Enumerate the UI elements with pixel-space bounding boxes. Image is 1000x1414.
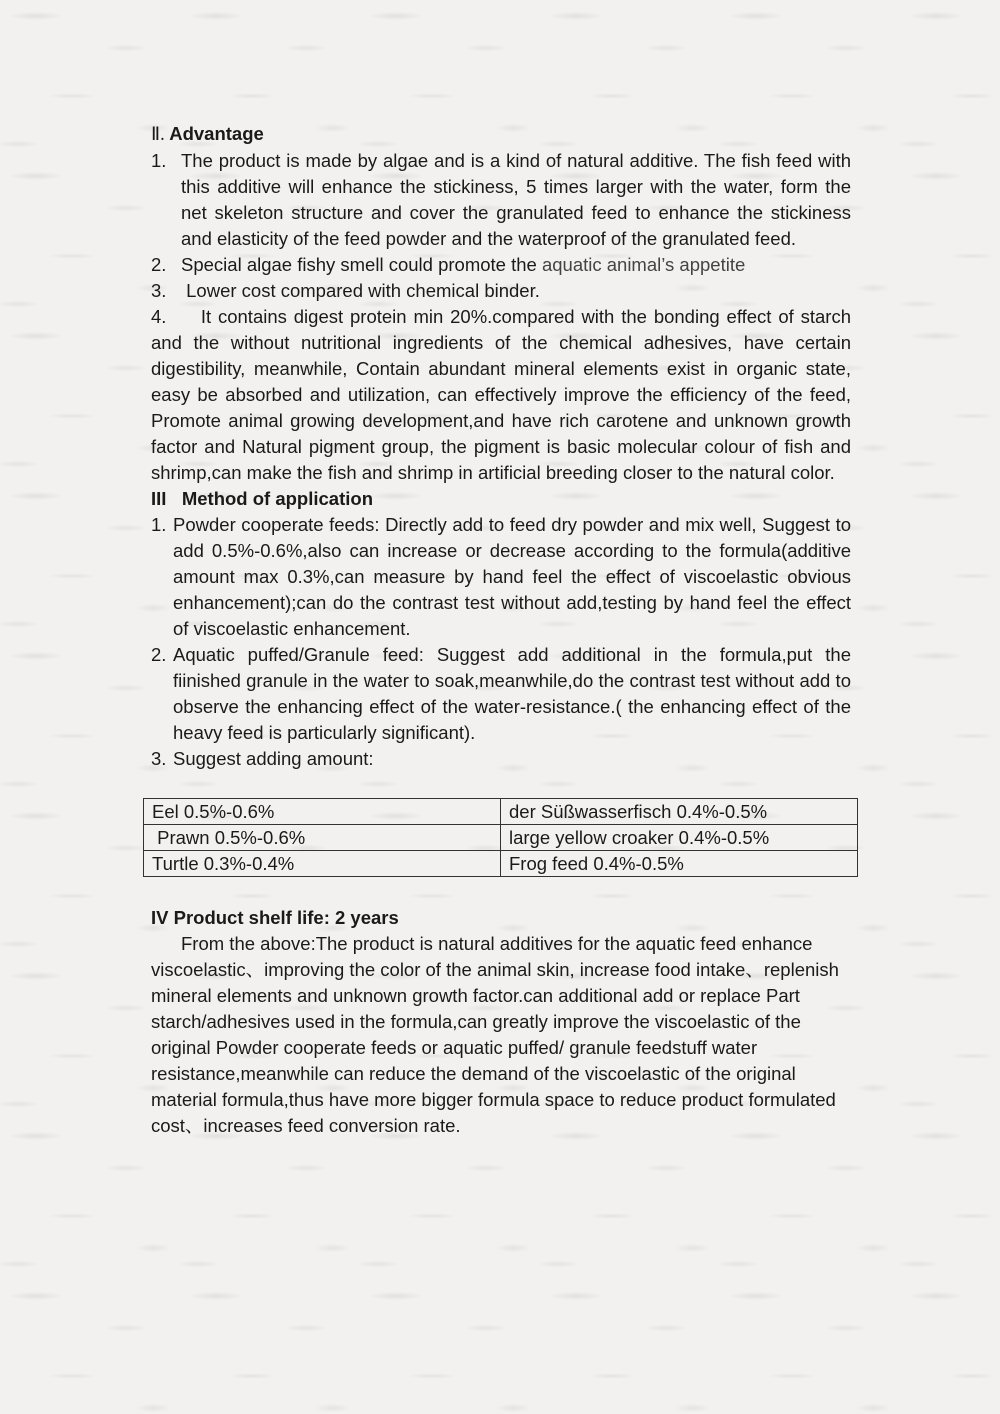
table-cell: der Süßwasserfisch 0.4%-0.5% (501, 799, 858, 825)
item-number: 4. (151, 306, 167, 327)
item-number: 1. (151, 150, 167, 171)
table-cell: large yellow croaker 0.4%-0.5% (501, 825, 858, 851)
item-number: 3. (151, 280, 167, 301)
advantage-item-2 (151, 252, 851, 278)
item-text: Aquatic puffed/Granule feed: Suggest add additional in the formula,put the fiinished granule in the water to soak,meanwhile,do the contrast test without add to observe the enhancing effect of the water-resistance.( the enhancing effect of the heavy feed is particularly significant). (173, 644, 851, 743)
item-text-part: aquatic animal’s appetite (541, 254, 746, 275)
summary-paragraph: From the above:The product is natural additives for the aquatic feed enhance viscoelastic、improving the color of the animal skin, increase food intake、replenish mineral elements and unknown growth factor.can additional add or replace Part starch/adhesives used in the formula,can greatly improve the viscoelastic of the original Powder cooperate feeds or aquatic puffed/ granule feedstuff water resistance,meanwhile can reduce the demand of the viscoelastic of the original material formula,thus have more bigger formula space to reduce product formulated cost、increases feed conversion rate. (151, 933, 839, 1136)
method-item-2 (151, 642, 851, 746)
item-number: 2. (151, 644, 167, 665)
advantage-item-1 (151, 148, 851, 252)
item-number: 1. (151, 514, 167, 535)
advantage-item-3 (151, 278, 851, 304)
item-number: 3. (151, 748, 167, 769)
item-number: 2. (151, 254, 167, 275)
item-text: Powder cooperate feeds: Directly add to feed dry powder and mix well, Suggest to add 0.5%-0.6%,also can increase or decrease according to the formula(additive amount max 0.3%,can measure by hand feel the effect of viscoelastic obvious enhancement);can do the contrast test without add,testing by hand feel the effect of viscoelastic enhancement. (173, 514, 851, 639)
table-row (144, 799, 858, 825)
table-cell: Prawn 0.5%-0.6% (144, 825, 501, 851)
item-text (181, 252, 851, 278)
item-text: Lower cost compared with chemical binder. (181, 280, 540, 301)
section-heading-shelf-life: IV Product shelf life: 2 years (151, 907, 399, 928)
item-text-part: Special algae fishy smell could promote the (181, 254, 542, 275)
item-text: The product is made by algae and is a kind of natural additive. The fish feed with this additive will enhance the stickiness, 5 times larger with the water, form the net skeleton structure and cover the granulated feed to enhance the stickiness and elasticity of the feed powder and the waterproof of the granulated feed. (181, 150, 851, 249)
table-row (144, 851, 858, 877)
method-item-1 (151, 512, 851, 642)
advantage-item-4 (151, 304, 851, 486)
section-number: Ⅱ. (151, 125, 165, 145)
item-text: Suggest adding amount: (173, 748, 374, 769)
document-page (151, 121, 851, 1139)
section-heading-advantage (151, 121, 851, 148)
adding-amount-table (143, 798, 858, 877)
section-title: Advantage (169, 123, 264, 144)
method-item-3 (151, 746, 851, 772)
item-text: It contains digest protein min 20%.compared with the bonding effect of starch and the without nutritional ingredients of the chemical adhesives, have certain digestibility, meanwhile, Contain abundant mineral elements exist in organic state, easy be absorbed and utilization, can effectively improve the efficiency of the feed, Promote animal growing development,and have rich carotene and unknown growth factor and Natural pigment group, the pigment is basic molecular colour of fish and shrimp,can make the fish and shrimp in artificial breeding closer to the natural color. (151, 306, 852, 483)
table-cell: Turtle 0.3%-0.4% (144, 851, 501, 877)
table-cell: Frog feed 0.4%-0.5% (501, 851, 858, 877)
table-row (144, 825, 858, 851)
table-cell: Eel 0.5%-0.6% (144, 799, 501, 825)
section-heading-method: III Method of application (151, 488, 373, 509)
